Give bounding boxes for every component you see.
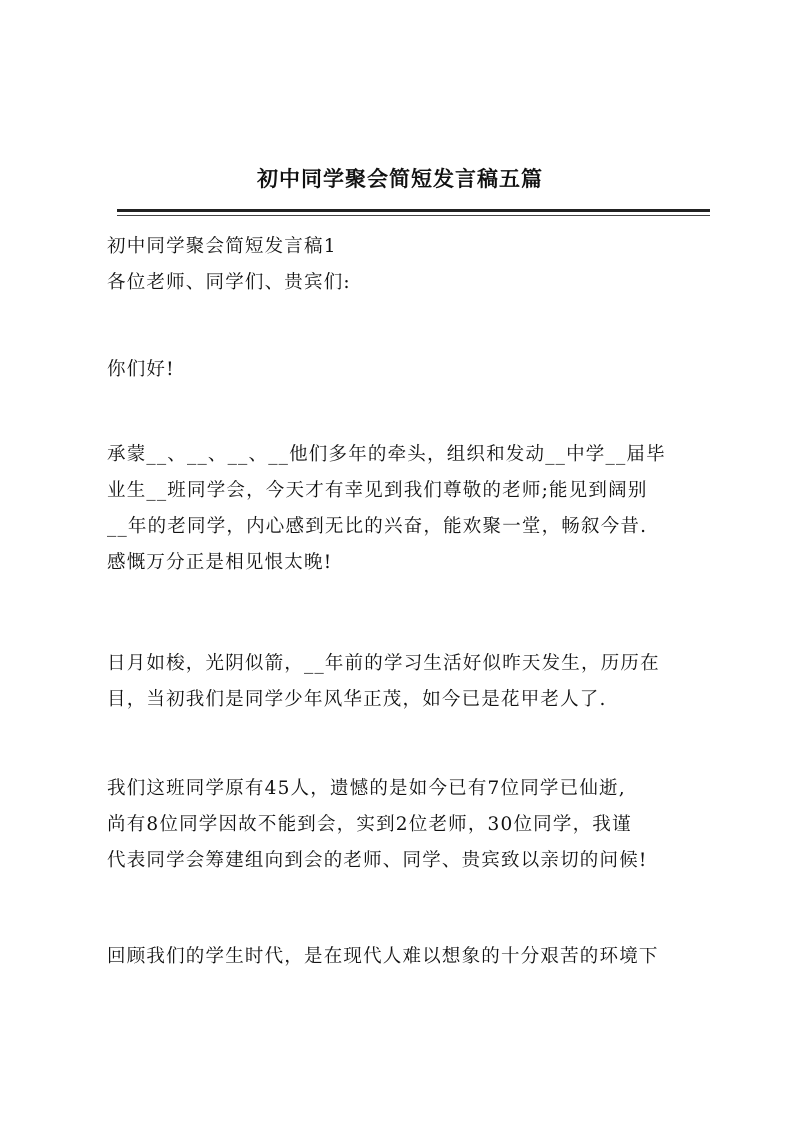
paragraph-line: 回顾我们的学生时代，是在现代人难以想象的十分艰苦的环境下 (107, 946, 659, 967)
paragraph-line: 日月如梭，光阴似箭，__年前的学习生活好似昨天发生，历历在 (107, 653, 660, 674)
paragraph-line: 感慨万分正是相见恨太晚! (107, 552, 333, 573)
paragraph-line: 目，当初我们是同学少年风华正茂，如今已是花甲老人了. (107, 689, 607, 710)
subtitle: 初中同学聚会简短发言稿1 (107, 236, 337, 257)
paragraph-1 (107, 437, 711, 581)
salutation: 各位老师、同学们、贵宾们: (107, 272, 351, 293)
paragraph-2 (107, 646, 711, 718)
salutation-block (107, 265, 711, 301)
paragraph-line: 代表同学会筹建组向到会的老师、同学、贵宾致以亲切的问候! (107, 850, 648, 871)
paragraph-line: 尚有8位同学因故不能到会，实到2位老师，30位同学，我谨 (107, 814, 632, 835)
paragraph-line: __年的老同学，内心感到无比的兴奋，能欢聚一堂，畅叙今昔. (107, 516, 648, 537)
title-divider (117, 209, 710, 212)
greeting-block (107, 352, 711, 388)
paragraph-line: 我们这班同学原有45人，遗憾的是如今已有7位同学已仙逝, (107, 778, 626, 799)
title-divider-thin (117, 215, 710, 216)
paragraph-4 (107, 939, 711, 975)
greeting: 你们好! (107, 359, 175, 380)
document-title: 初中同学聚会简短发言稿五篇 (257, 166, 543, 191)
paragraph-3 (107, 771, 711, 879)
paragraph-line: 承蒙__、__、__、__他们多年的牵头，组织和发动__中学__届毕 (107, 444, 666, 465)
subtitle-block (107, 229, 711, 265)
paragraph-line: 业生__班同学会，今天才有幸见到我们尊敬的老师;能见到阔别 (107, 480, 648, 501)
